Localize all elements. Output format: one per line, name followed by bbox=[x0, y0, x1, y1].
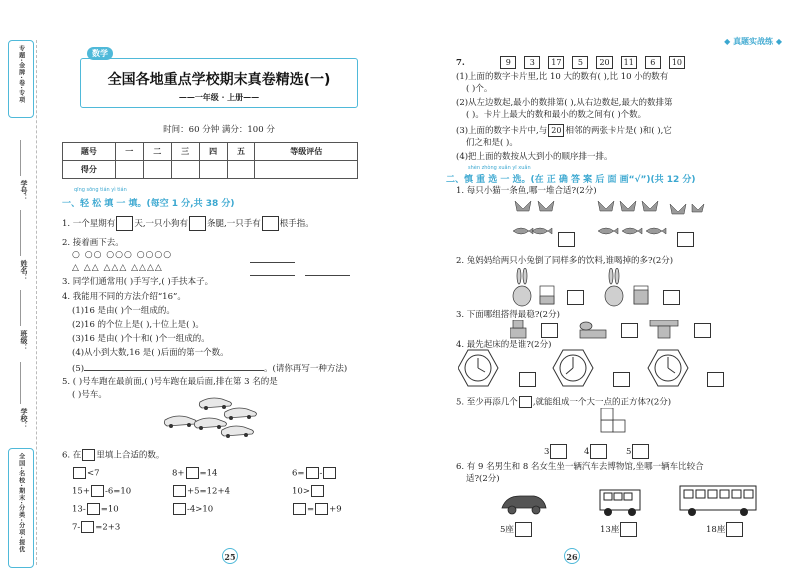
q1-line bbox=[62, 216, 314, 231]
q2-answer-line-2[interactable] bbox=[250, 275, 295, 276]
q1-text-b: 天,一只小狗有 bbox=[134, 219, 189, 229]
score-cell[interactable] bbox=[171, 161, 199, 179]
q6-item bbox=[172, 485, 230, 497]
choice-box[interactable] bbox=[590, 444, 607, 459]
section2-heading: 二、慎 重 选 一 选。(在 正 确 答 案 后 面 画“√”)(共 12 分) bbox=[446, 175, 696, 185]
q1-text-a: 1. 一个星期有 bbox=[62, 219, 116, 229]
option-label: 5 bbox=[626, 447, 632, 457]
q7-1-text-b: ( )个。 bbox=[466, 84, 493, 94]
answer-box[interactable] bbox=[81, 521, 94, 533]
q6-item-text: =2+3 bbox=[95, 522, 121, 533]
option-label: 3 bbox=[544, 447, 550, 457]
number-card: 5 bbox=[572, 56, 588, 69]
choice-q5-opt bbox=[544, 444, 568, 459]
q2-answer-line-1[interactable] bbox=[250, 262, 295, 263]
q7-label: 7. bbox=[456, 58, 465, 68]
choice-box-q4-b[interactable] bbox=[613, 372, 630, 387]
number-card: 9 bbox=[500, 56, 516, 69]
choice-q6-opt bbox=[500, 522, 533, 537]
q6-item-text: -4>10 bbox=[187, 504, 214, 515]
q6-item-text: 6= bbox=[292, 468, 305, 479]
q7-4-text: (4)把上面的数按从大到小的顺序排一排。 bbox=[456, 152, 613, 162]
number-card: 10 bbox=[669, 56, 685, 69]
q2-answer-line-3[interactable] bbox=[305, 275, 350, 276]
choice-box-q1-a[interactable] bbox=[558, 232, 575, 247]
rabbits-drinks-image bbox=[510, 268, 670, 308]
page-number-right: 26 bbox=[564, 548, 580, 564]
school-line bbox=[20, 362, 21, 404]
q6-text-b: 里填上合适的数。 bbox=[96, 450, 165, 461]
vehicles-image bbox=[500, 484, 760, 518]
q7-3-text-b: 相邻的两张卡片是( )和( ),它 bbox=[565, 126, 672, 136]
cut-line bbox=[36, 40, 37, 565]
q7-3-text-a: (3)上面的数字卡片中,与 bbox=[456, 126, 548, 136]
q4-2-text: (2)16 的个位上是( ),十位上是( )。 bbox=[72, 320, 204, 330]
page-number-left: 25 bbox=[222, 548, 238, 564]
section1-pinyin: qīng sōng tián yì tián bbox=[74, 187, 127, 193]
choice-q6-opt bbox=[600, 522, 638, 537]
q6-item-text: 8+ bbox=[172, 468, 185, 479]
score-cell[interactable] bbox=[227, 161, 255, 179]
score-cell[interactable] bbox=[115, 161, 143, 179]
q6-item-text: - bbox=[319, 468, 323, 479]
answer-box[interactable] bbox=[73, 467, 86, 479]
name-line bbox=[20, 210, 21, 256]
score-table bbox=[62, 142, 358, 179]
sidebar bbox=[8, 40, 34, 575]
choice-box[interactable] bbox=[515, 522, 532, 537]
q6-line bbox=[62, 449, 164, 461]
number-card: 11 bbox=[621, 56, 637, 69]
title-box bbox=[80, 49, 358, 108]
choice-box-q4-a[interactable] bbox=[519, 372, 536, 387]
choice-box[interactable] bbox=[632, 444, 649, 459]
answer-box[interactable] bbox=[91, 485, 104, 497]
q6-item-text: 7- bbox=[72, 522, 81, 533]
q4-4-text: (4)从小到大数,16 是( )后面的第一个数。 bbox=[72, 348, 229, 358]
answer-box[interactable] bbox=[186, 467, 199, 479]
q1-text-d: 根手指。 bbox=[279, 219, 314, 229]
choice-box-q3-c[interactable] bbox=[694, 323, 711, 338]
choice-q6-text-b: 适?(2分) bbox=[466, 474, 500, 484]
q6-item-text: -6=10 bbox=[104, 486, 132, 497]
q4-5-answer-line[interactable] bbox=[84, 362, 264, 371]
sidebar-top-text: 专题·金牌·卷·专项 bbox=[17, 45, 25, 104]
q7-2-text-b: ( )。卡片上最大的数和最小的数之间有( )个数。 bbox=[466, 110, 647, 120]
answer-box[interactable] bbox=[306, 467, 319, 479]
choice-q5-opt bbox=[584, 444, 608, 459]
q4-1-text: (1)16 是由( )个一组成的。 bbox=[72, 306, 175, 316]
choice-box[interactable] bbox=[550, 444, 567, 459]
sidebar-tab-top bbox=[8, 40, 34, 118]
q4-5-label: (5) bbox=[72, 364, 85, 374]
number-card: 17 bbox=[548, 56, 564, 69]
answer-box[interactable] bbox=[189, 216, 206, 231]
class-line bbox=[20, 290, 21, 326]
q3-text: 3. 同学们通常用( )手写字,( )手扶本子。 bbox=[62, 277, 214, 287]
q6-item bbox=[292, 503, 342, 515]
choice-box-q3-b[interactable] bbox=[621, 323, 638, 338]
q6-item-text: 15+ bbox=[72, 486, 90, 497]
number-card: 6 bbox=[645, 56, 661, 69]
sidebar-bottom-text: 全国·名校·期末·分类·分项·提优 bbox=[17, 453, 25, 554]
choice-box-q2-b[interactable] bbox=[663, 290, 680, 305]
option-label: 13座 bbox=[600, 525, 620, 535]
choice-q1-text: 1. 每只小猫一条鱼,哪一堆合适?(2分) bbox=[456, 186, 597, 196]
cube-icon bbox=[519, 396, 532, 408]
q2-triangles: △ △△ △△△ △△△△ bbox=[72, 263, 163, 273]
q6-item-text: = bbox=[307, 504, 315, 515]
q7-3-line bbox=[456, 124, 672, 137]
q6-item bbox=[72, 485, 131, 497]
q7-3-text-c: 们之和是( )。 bbox=[466, 138, 518, 148]
score-table-header-row bbox=[63, 143, 358, 161]
choice-box-q1-b[interactable] bbox=[677, 232, 694, 247]
q6-item bbox=[72, 467, 100, 479]
answer-box[interactable] bbox=[116, 216, 133, 231]
choice-q5-line bbox=[456, 396, 671, 408]
choice-box-q4-c[interactable] bbox=[707, 372, 724, 387]
choice-box[interactable] bbox=[726, 522, 743, 537]
section-header-tag: ◆ 真题实战练 ◆ bbox=[724, 37, 782, 46]
score-table-score-row bbox=[63, 161, 358, 179]
q6-item-text: =10 bbox=[100, 504, 119, 515]
answer-box[interactable] bbox=[82, 449, 95, 461]
grade-subtitle: ——一年级 · 上册—— bbox=[178, 92, 260, 102]
score-cell[interactable] bbox=[199, 161, 227, 179]
name-label: 姓名： bbox=[20, 260, 28, 281]
q6-item bbox=[292, 485, 325, 497]
score-header-cell: 三 bbox=[171, 143, 199, 161]
q2-text: 2. 接着画下去。 bbox=[62, 238, 124, 248]
student-id-line bbox=[20, 140, 21, 176]
number-card: 3 bbox=[524, 56, 540, 69]
q4-text: 4. 我能用不同的方法介绍“16”。 bbox=[62, 292, 186, 302]
score-header-cell: 四 bbox=[199, 143, 227, 161]
cubes-image bbox=[596, 408, 636, 438]
answer-box[interactable] bbox=[87, 503, 100, 515]
q6-item bbox=[172, 503, 213, 515]
time-score-line: 时间：60 分钟 满分：100 分 bbox=[163, 125, 275, 135]
option-label: 4 bbox=[584, 447, 590, 457]
score-header-cell: 等级评估 bbox=[255, 143, 358, 161]
choice-q4-text: 4. 最先起床的是谁?(2分) bbox=[456, 340, 552, 350]
choice-box-q2-a[interactable] bbox=[567, 290, 584, 305]
page-title: 全国各地重点学校期末真卷精选(一) bbox=[107, 72, 331, 88]
number-card: 20 bbox=[596, 56, 612, 69]
answer-box[interactable] bbox=[173, 485, 186, 497]
choice-q5-text-b: ,就能组成一个大一点的正方体?(2分) bbox=[532, 397, 672, 408]
option-label: 18座 bbox=[706, 525, 726, 535]
q6-item bbox=[172, 467, 217, 479]
q6-item-text: <7 bbox=[87, 468, 100, 479]
q1-text-c: 条腿,一只手有 bbox=[207, 219, 261, 229]
score-cell[interactable] bbox=[143, 161, 171, 179]
score-cell[interactable] bbox=[255, 161, 358, 179]
school-label: 学校： bbox=[20, 408, 28, 429]
answer-box[interactable] bbox=[293, 503, 306, 515]
section1-heading: 一、轻 松 填 一 填。(每空 1 分,共 38 分) bbox=[62, 199, 235, 209]
q2-circles: ○ ○○ ○○○ ○○○○ bbox=[72, 250, 173, 260]
score-header-cell: 题号 bbox=[63, 143, 116, 161]
section2-pinyin: shèn zhòng xuǎn yī xuǎn bbox=[468, 165, 531, 171]
answer-box[interactable] bbox=[262, 216, 279, 231]
answer-box[interactable] bbox=[311, 485, 324, 497]
choice-q6-opt bbox=[706, 522, 744, 537]
answer-box[interactable] bbox=[315, 503, 328, 515]
q6-item-text: +5=12+4 bbox=[187, 486, 230, 497]
q6-item bbox=[292, 467, 337, 479]
choice-q5-opt bbox=[626, 444, 650, 459]
q6-item bbox=[72, 503, 119, 515]
q6-item-text: 13- bbox=[72, 504, 86, 515]
clocks-image bbox=[458, 348, 708, 390]
q6-item bbox=[72, 521, 120, 533]
q5-text-a: 5. ( )号车跑在最前面,( )号车跑在最后面,排在第 3 名的是 bbox=[62, 377, 278, 387]
choice-q2-text: 2. 兔妈妈给两只小兔倒了同样多的饮料,谁喝掉的多?(2分) bbox=[456, 256, 674, 266]
q7-2-text-a: (2)从左边数起,最小的数排第( ),从右边数起,最大的数排第 bbox=[456, 98, 673, 108]
class-label: 班级： bbox=[20, 330, 28, 351]
q4-3-text: (3)16 是由( )个十和( )个一组成的。 bbox=[72, 334, 210, 344]
sidebar-tab-bottom bbox=[8, 448, 34, 568]
choice-q3-text: 3. 下面哪组搭得最稳?(2分) bbox=[456, 310, 560, 320]
option-label: 5座 bbox=[500, 525, 514, 535]
q4-5-hint: 。(请你再写一种方法) bbox=[264, 364, 348, 374]
choice-box-q3-a[interactable] bbox=[541, 323, 558, 338]
number-card: 20 bbox=[548, 124, 564, 137]
q6-item-text: +9 bbox=[329, 504, 342, 515]
choice-q6-text-a: 6. 有 9 名男生和 8 名女生坐一辆汽车去博物馆,坐哪一辆车比较合 bbox=[456, 462, 704, 472]
q5-text-b: ( )号车。 bbox=[72, 390, 107, 400]
q6-item-text: =14 bbox=[199, 468, 218, 479]
q6-item-text: 10> bbox=[292, 486, 310, 497]
q4-5-line bbox=[72, 362, 347, 374]
race-cars-image bbox=[160, 392, 260, 447]
score-row-label: 得分 bbox=[63, 161, 116, 179]
score-header-cell: 五 bbox=[227, 143, 255, 161]
q7-line bbox=[456, 56, 693, 69]
score-header-cell: 一 bbox=[115, 143, 143, 161]
choice-box[interactable] bbox=[620, 522, 637, 537]
answer-box[interactable] bbox=[323, 467, 336, 479]
subject-badge: 数学 bbox=[87, 47, 113, 60]
q7-1-text-a: (1)上面的数字卡片里,比 10 大的数有( ),比 10 小的数有 bbox=[456, 72, 669, 82]
score-header-cell: 二 bbox=[143, 143, 171, 161]
choice-q5-text-a: 5. 至少再添几个 bbox=[456, 397, 518, 408]
student-id-label: 学号： bbox=[20, 180, 28, 201]
q6-text-a: 6. 在 bbox=[62, 450, 82, 461]
answer-box[interactable] bbox=[173, 503, 186, 515]
right-page bbox=[400, 0, 800, 585]
